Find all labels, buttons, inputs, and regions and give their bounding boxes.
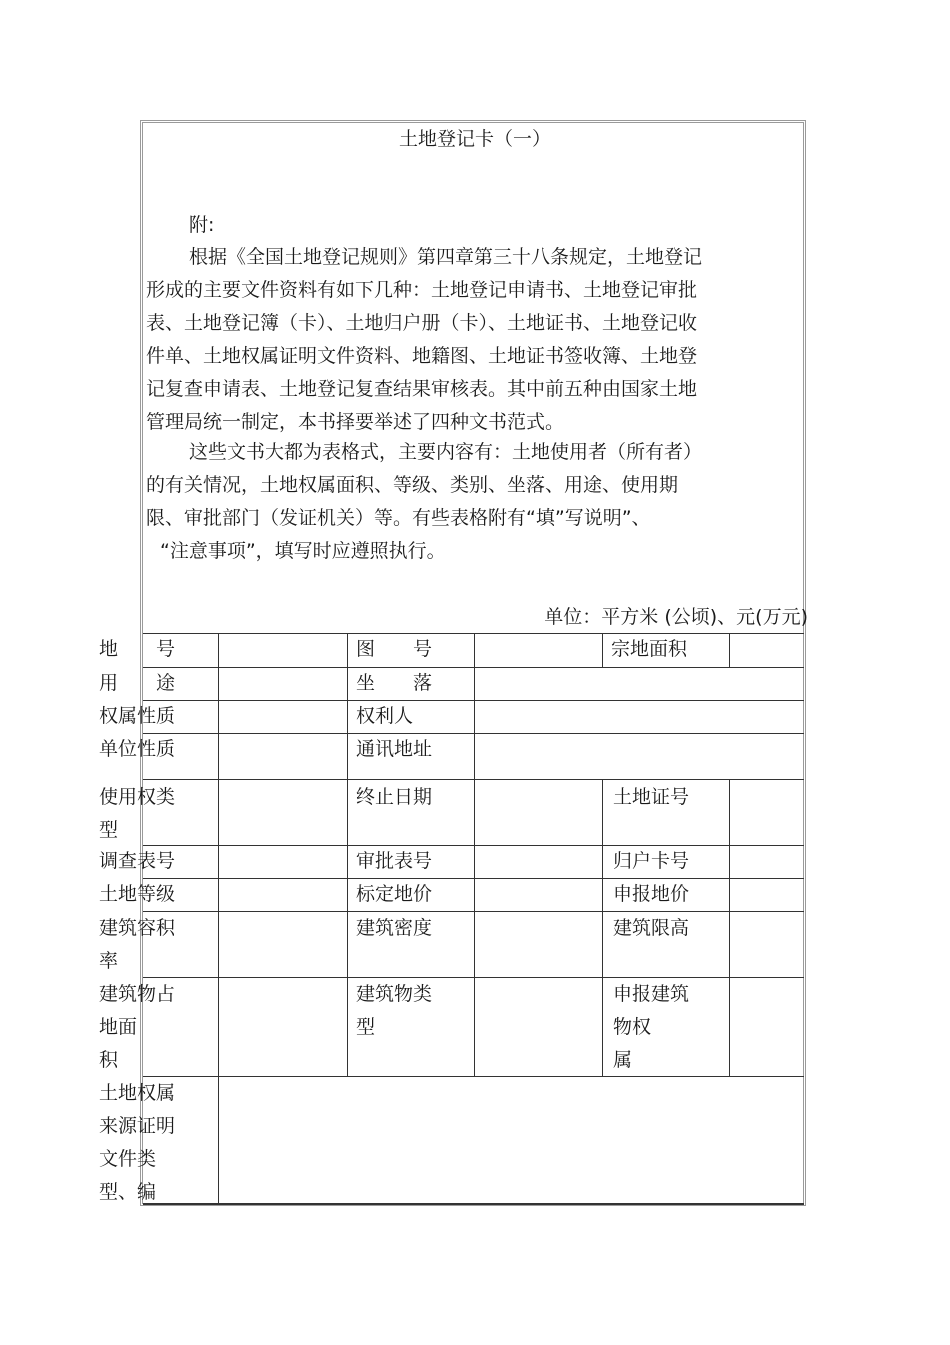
label-use-right-type xyxy=(99,781,175,847)
label-standard-price: 标定地价 xyxy=(356,883,433,905)
label-unit-nature: 单位性质 xyxy=(99,738,176,760)
label-declared-price: 申报地价 xyxy=(613,883,690,905)
label-line: 建筑容积 xyxy=(99,917,176,939)
paragraph-line: 表、土地登记簿（卡）、土地归户册（卡）、土地证书、土地登记收 xyxy=(146,312,698,334)
label-line: 属 xyxy=(613,1049,633,1071)
unit-note: 单位：平方米 (公顷)、元(万元) xyxy=(544,606,808,628)
label-ownership-nature: 权属性质 xyxy=(99,705,176,727)
paragraph-line: 形成的主要文件资料有如下几种：土地登记申请书、土地登记审批 xyxy=(146,279,698,301)
label-line: 型、编 xyxy=(99,1181,157,1203)
paragraph-line: 管理局统一制定，本书择要举述了四种文书范式。 xyxy=(146,411,565,433)
label-height-limit: 建筑限高 xyxy=(613,917,690,939)
label-certificate-no: 土地证号 xyxy=(613,786,690,808)
label-building-footprint xyxy=(99,978,175,1077)
label-land-grade: 土地等级 xyxy=(99,883,176,905)
label-right-holder: 权利人 xyxy=(356,705,414,727)
label-household-card-no: 归户卡号 xyxy=(613,850,690,872)
label-approval-form-no: 审批表号 xyxy=(356,850,433,872)
label-declared-building-ownership xyxy=(613,978,689,1077)
label-line: 地面 xyxy=(99,1016,138,1038)
paragraph-line: 记复查申请表、土地登记复查结果审核表。其中前五种由国家土地 xyxy=(146,378,698,400)
label-line: 建筑物占 xyxy=(99,983,176,1005)
label-line: 型 xyxy=(356,1016,376,1038)
label-line: 文件类 xyxy=(99,1148,157,1170)
paragraph-line: 这些文书大都为表格式，主要内容有：土地使用者（所有者） xyxy=(189,441,703,463)
label-address: 通讯地址 xyxy=(356,738,433,760)
appendix-label: 附: xyxy=(189,214,215,236)
page-title: 土地登记卡（一） xyxy=(398,128,551,150)
label-building-type xyxy=(356,978,432,1044)
label-end-date: 终止日期 xyxy=(356,786,433,808)
label-line: 来源证明 xyxy=(99,1115,176,1137)
label-usage: 用 途 xyxy=(99,672,176,694)
paragraph-line: 限、审批部门（发证机关）等。有些表格附有“填”写说明”、 xyxy=(146,507,651,529)
label-line: 建筑物类 xyxy=(356,983,433,1005)
label-plot-ratio xyxy=(99,912,175,978)
paragraph-2 xyxy=(146,436,796,568)
label-source-documents xyxy=(99,1077,175,1209)
paragraph-line: 的有关情况，土地权属面积、等级、类别、坐落、用途、使用期 xyxy=(146,474,679,496)
label-line: 物权 xyxy=(613,1016,652,1038)
label-line: 使用权类 xyxy=(99,786,176,808)
label-map-no: 图 号 xyxy=(356,638,433,660)
paragraph-1 xyxy=(146,241,796,439)
label-line: 土地权属 xyxy=(99,1082,176,1104)
label-line: 率 xyxy=(99,950,119,972)
label-survey-form-no: 调查表号 xyxy=(99,850,176,872)
label-location: 坐 落 xyxy=(356,672,433,694)
label-line: 型 xyxy=(99,819,119,841)
label-parcel-area: 宗地面积 xyxy=(611,638,688,660)
label-line: 申报建筑 xyxy=(613,983,690,1005)
label-parcel-no: 地 号 xyxy=(99,638,176,660)
paragraph-line: 根据《全国土地登记规则》第四章第三十八条规定，土地登记 xyxy=(189,246,703,268)
label-building-density: 建筑密度 xyxy=(356,917,433,939)
paragraph-line: 件单、土地权属证明文件资料、地籍图、土地证书签收簿、土地登 xyxy=(146,345,698,367)
label-line: 积 xyxy=(99,1049,119,1071)
paragraph-line: “注意事项”，填写时应遵照执行。 xyxy=(160,540,446,562)
